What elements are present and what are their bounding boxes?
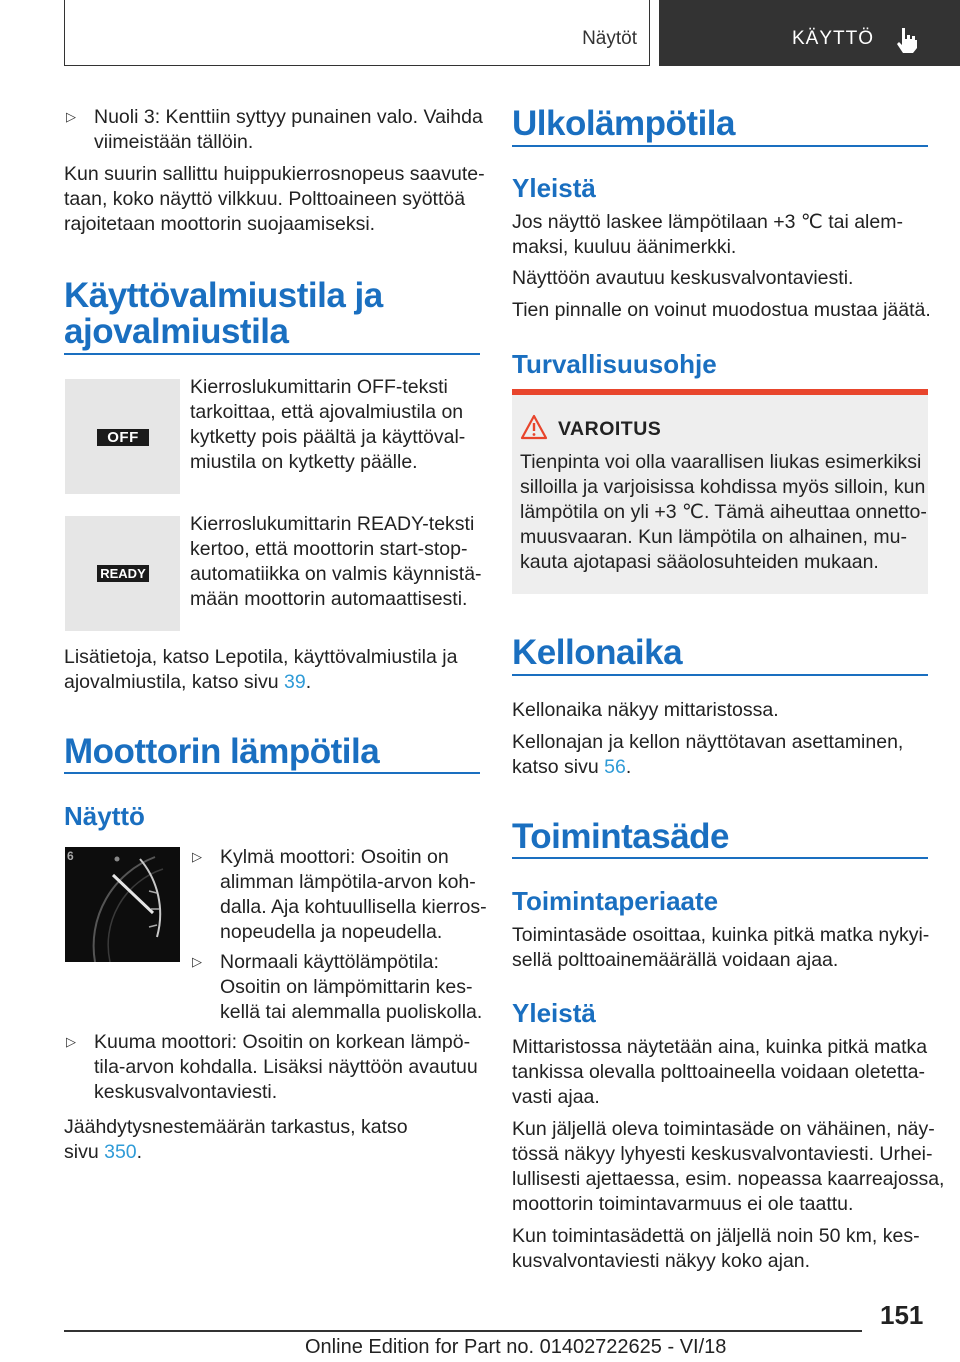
section-heading: Toimintasäde xyxy=(512,817,730,856)
bullet-line: Osoitin on lämpömittarin kes- xyxy=(220,976,473,998)
bullet-line: Nuoli 3: Kenttiin syttyy punainen valo. Vaihda xyxy=(94,106,483,128)
paragraph-line: vasti ajaa. xyxy=(512,1086,600,1108)
paragraph-line: rajoitetaan moottorin suojaamiseksi. xyxy=(64,213,376,235)
footer-rule xyxy=(64,1330,862,1332)
bullet-line: tila-arvon kohdalla. Lisäksi näyttöön avautuu xyxy=(94,1056,478,1078)
section-heading: Käyttövalmiustila ja xyxy=(64,276,383,315)
warning-line: kauta ajotapasi sääolosuhteiden mukaan. xyxy=(520,551,879,573)
page-link-350[interactable]: 350 xyxy=(104,1141,137,1163)
paragraph-line: Mittaristossa näytetään aina, kuinka pitkä matka xyxy=(512,1036,928,1058)
paragraph-line: Jäähdytysnestemäärän tarkastus, katso xyxy=(64,1116,408,1138)
bullet-triangle-icon: ▷ xyxy=(192,849,202,864)
page-link-56[interactable]: 56 xyxy=(604,756,626,778)
section-heading: ajovalmiustila xyxy=(64,312,289,351)
heading-rule xyxy=(512,857,928,859)
paragraph-line: Näyttöön avautuu keskusvalvontaviesti. xyxy=(512,267,854,289)
warning-title: VAROITUS xyxy=(558,418,662,440)
off-indicator-image xyxy=(65,379,180,494)
paragraph-line: kytketty pois päältä ja käyttöval- xyxy=(190,426,466,448)
warning-line: Tienpinta voi olla vaarallisen liukas esimerkiksi xyxy=(520,451,922,473)
subsection-heading: Yleistä xyxy=(512,998,596,1028)
paragraph-line: tarkoittaa, että ajovalmiustila on xyxy=(190,401,464,423)
off-badge: OFF xyxy=(97,429,149,446)
paragraph-line: kusvalvontaviesti näkyy koko ajan. xyxy=(512,1250,811,1272)
bullet-triangle-icon: ▷ xyxy=(66,1034,76,1049)
paragraph-line: Kierroslukumittarin OFF-teksti xyxy=(190,376,448,398)
section-heading: Moottorin lämpötila xyxy=(64,732,380,771)
paragraph-line: Kun toimintasädettä on jäljellä noin 50 km, kes- xyxy=(512,1225,920,1247)
paragraph-line: moottorin toimintavarmuus ei ole taattu. xyxy=(512,1193,854,1215)
paragraph-line xyxy=(512,755,631,780)
warning-bar xyxy=(512,389,928,395)
paragraph-line xyxy=(64,670,311,695)
bullet-line: keskusvalvontaviesti. xyxy=(94,1081,278,1103)
paragraph-line: sellä polttoainemäärällä voidaan ajaa. xyxy=(512,949,839,971)
paragraph-line: Kun suurin sallittu huippukierrosnopeus saavute- xyxy=(64,163,485,185)
paragraph-line: tössä näkyy lyhyesti keskusvalvontaviesti. Urhei- xyxy=(512,1143,933,1165)
section-heading: Kellonaika xyxy=(512,633,683,672)
ready-badge: READY xyxy=(97,565,149,582)
paragraph-line: mään moottorin automaattisesti. xyxy=(190,588,468,610)
header-section-tab xyxy=(64,0,650,66)
heading-rule xyxy=(512,674,928,676)
header-section-label: Näytöt xyxy=(582,28,637,49)
subsection-heading: Näyttö xyxy=(64,801,145,831)
heading-rule xyxy=(512,145,928,147)
warning-line: silloilla ja varjoisissa kohdissa myös silloin, kun xyxy=(520,476,926,498)
bullet-line: viimeistään tällöin. xyxy=(94,131,254,153)
warning-triangle-icon xyxy=(520,414,548,440)
bullet-line: Kuuma moottori: Osoitin on korkean lämpö- xyxy=(94,1031,471,1053)
heading-rule xyxy=(64,772,480,774)
paragraph-line: tankissa olevalla polttoaineella voidaan oletetta- xyxy=(512,1061,926,1083)
paragraph-text: katso sivu xyxy=(512,756,605,778)
bullet-line: dalla. Aja kohtuullisella kierros- xyxy=(220,896,487,918)
header-chapter-label: KÄYTTÖ xyxy=(792,28,875,49)
page-number: 151 xyxy=(880,1300,924,1330)
paragraph-text: . xyxy=(305,671,312,693)
paragraph-text: . xyxy=(136,1141,143,1163)
paragraph-line xyxy=(64,1140,142,1165)
bullet-line: alimman lämpötila-arvon koh- xyxy=(220,871,476,893)
bullet-triangle-icon: ▷ xyxy=(192,954,202,969)
page-link-39[interactable]: 39 xyxy=(284,671,306,693)
paragraph-line: miustila on kytketty päälle. xyxy=(190,451,418,473)
paragraph-line: Toimintasäde osoittaa, kuinka pitkä matka nykyi- xyxy=(512,924,930,946)
paragraph-line: Jos näyttö laskee lämpötilaan +3 ℃ tai alem- xyxy=(512,211,903,233)
bullet-line: kellä tai alemmalla puoliskolla. xyxy=(220,1001,483,1023)
paragraph-line: Kierroslukumittarin READY-teksti xyxy=(190,513,475,535)
gauge-digit: 6 xyxy=(67,849,74,863)
footer-edition: Online Edition for Part no. 01402722625 - VI/18 xyxy=(305,1336,727,1358)
gauge-graphic xyxy=(65,847,180,962)
paragraph-line: Kellonajan ja kellon näyttötavan asettaminen, xyxy=(512,731,904,753)
temperature-gauge-image xyxy=(65,847,180,962)
paragraph-line: Kellonaika näkyy mittaristossa. xyxy=(512,699,779,721)
paragraph-line: automatiikka on valmis käynnistä- xyxy=(190,563,482,585)
paragraph-line: lullisesti ajettaessa, esim. nopeassa kaarreajossa, xyxy=(512,1168,945,1190)
subsection-heading: Turvallisuusohje xyxy=(512,349,717,379)
section-heading: Ulkolämpötila xyxy=(512,104,735,143)
paragraph-line: kertoo, että moottorin start-stop- xyxy=(190,538,468,560)
subsection-heading: Yleistä xyxy=(512,173,596,203)
bullet-triangle-icon: ▷ xyxy=(66,109,76,124)
bullet-line: nopeudella ja nopeudella. xyxy=(220,921,443,943)
bullet-line: Normaali käyttölämpötila: xyxy=(220,951,439,973)
paragraph-text: sivu xyxy=(64,1141,105,1163)
paragraph-line: Kun jäljellä oleva toimintasäde on vähäinen, näy- xyxy=(512,1118,935,1140)
paragraph-line: maksi, kuuluu äänimerkki. xyxy=(512,236,737,258)
paragraph-line: Lisätietoja, katso Lepotila, käyttövalmiustila ja xyxy=(64,646,458,668)
bullet-line: Kylmä moottori: Osoitin on xyxy=(220,846,449,868)
paragraph-text: ajovalmiustila, katso sivu xyxy=(64,671,285,693)
paragraph-line: Tien pinnalle on voinut muodostua mustaa jäätä. xyxy=(512,299,931,321)
hand-pointer-icon xyxy=(894,26,920,54)
ready-indicator-image xyxy=(65,516,180,631)
heading-rule xyxy=(64,353,480,355)
subsection-heading: Toimintaperiaate xyxy=(512,886,719,916)
paragraph-line: taan, koko näyttö vilkkuu. Polttoaineen syöttöä xyxy=(64,188,466,210)
paragraph-text: . xyxy=(625,756,632,778)
warning-line: lämpötila on yli +3 ℃. Tämä aiheuttaa onnetto- xyxy=(520,501,927,523)
warning-line: muusvaaran. Kun lämpötila on alhainen, mu- xyxy=(520,526,907,548)
